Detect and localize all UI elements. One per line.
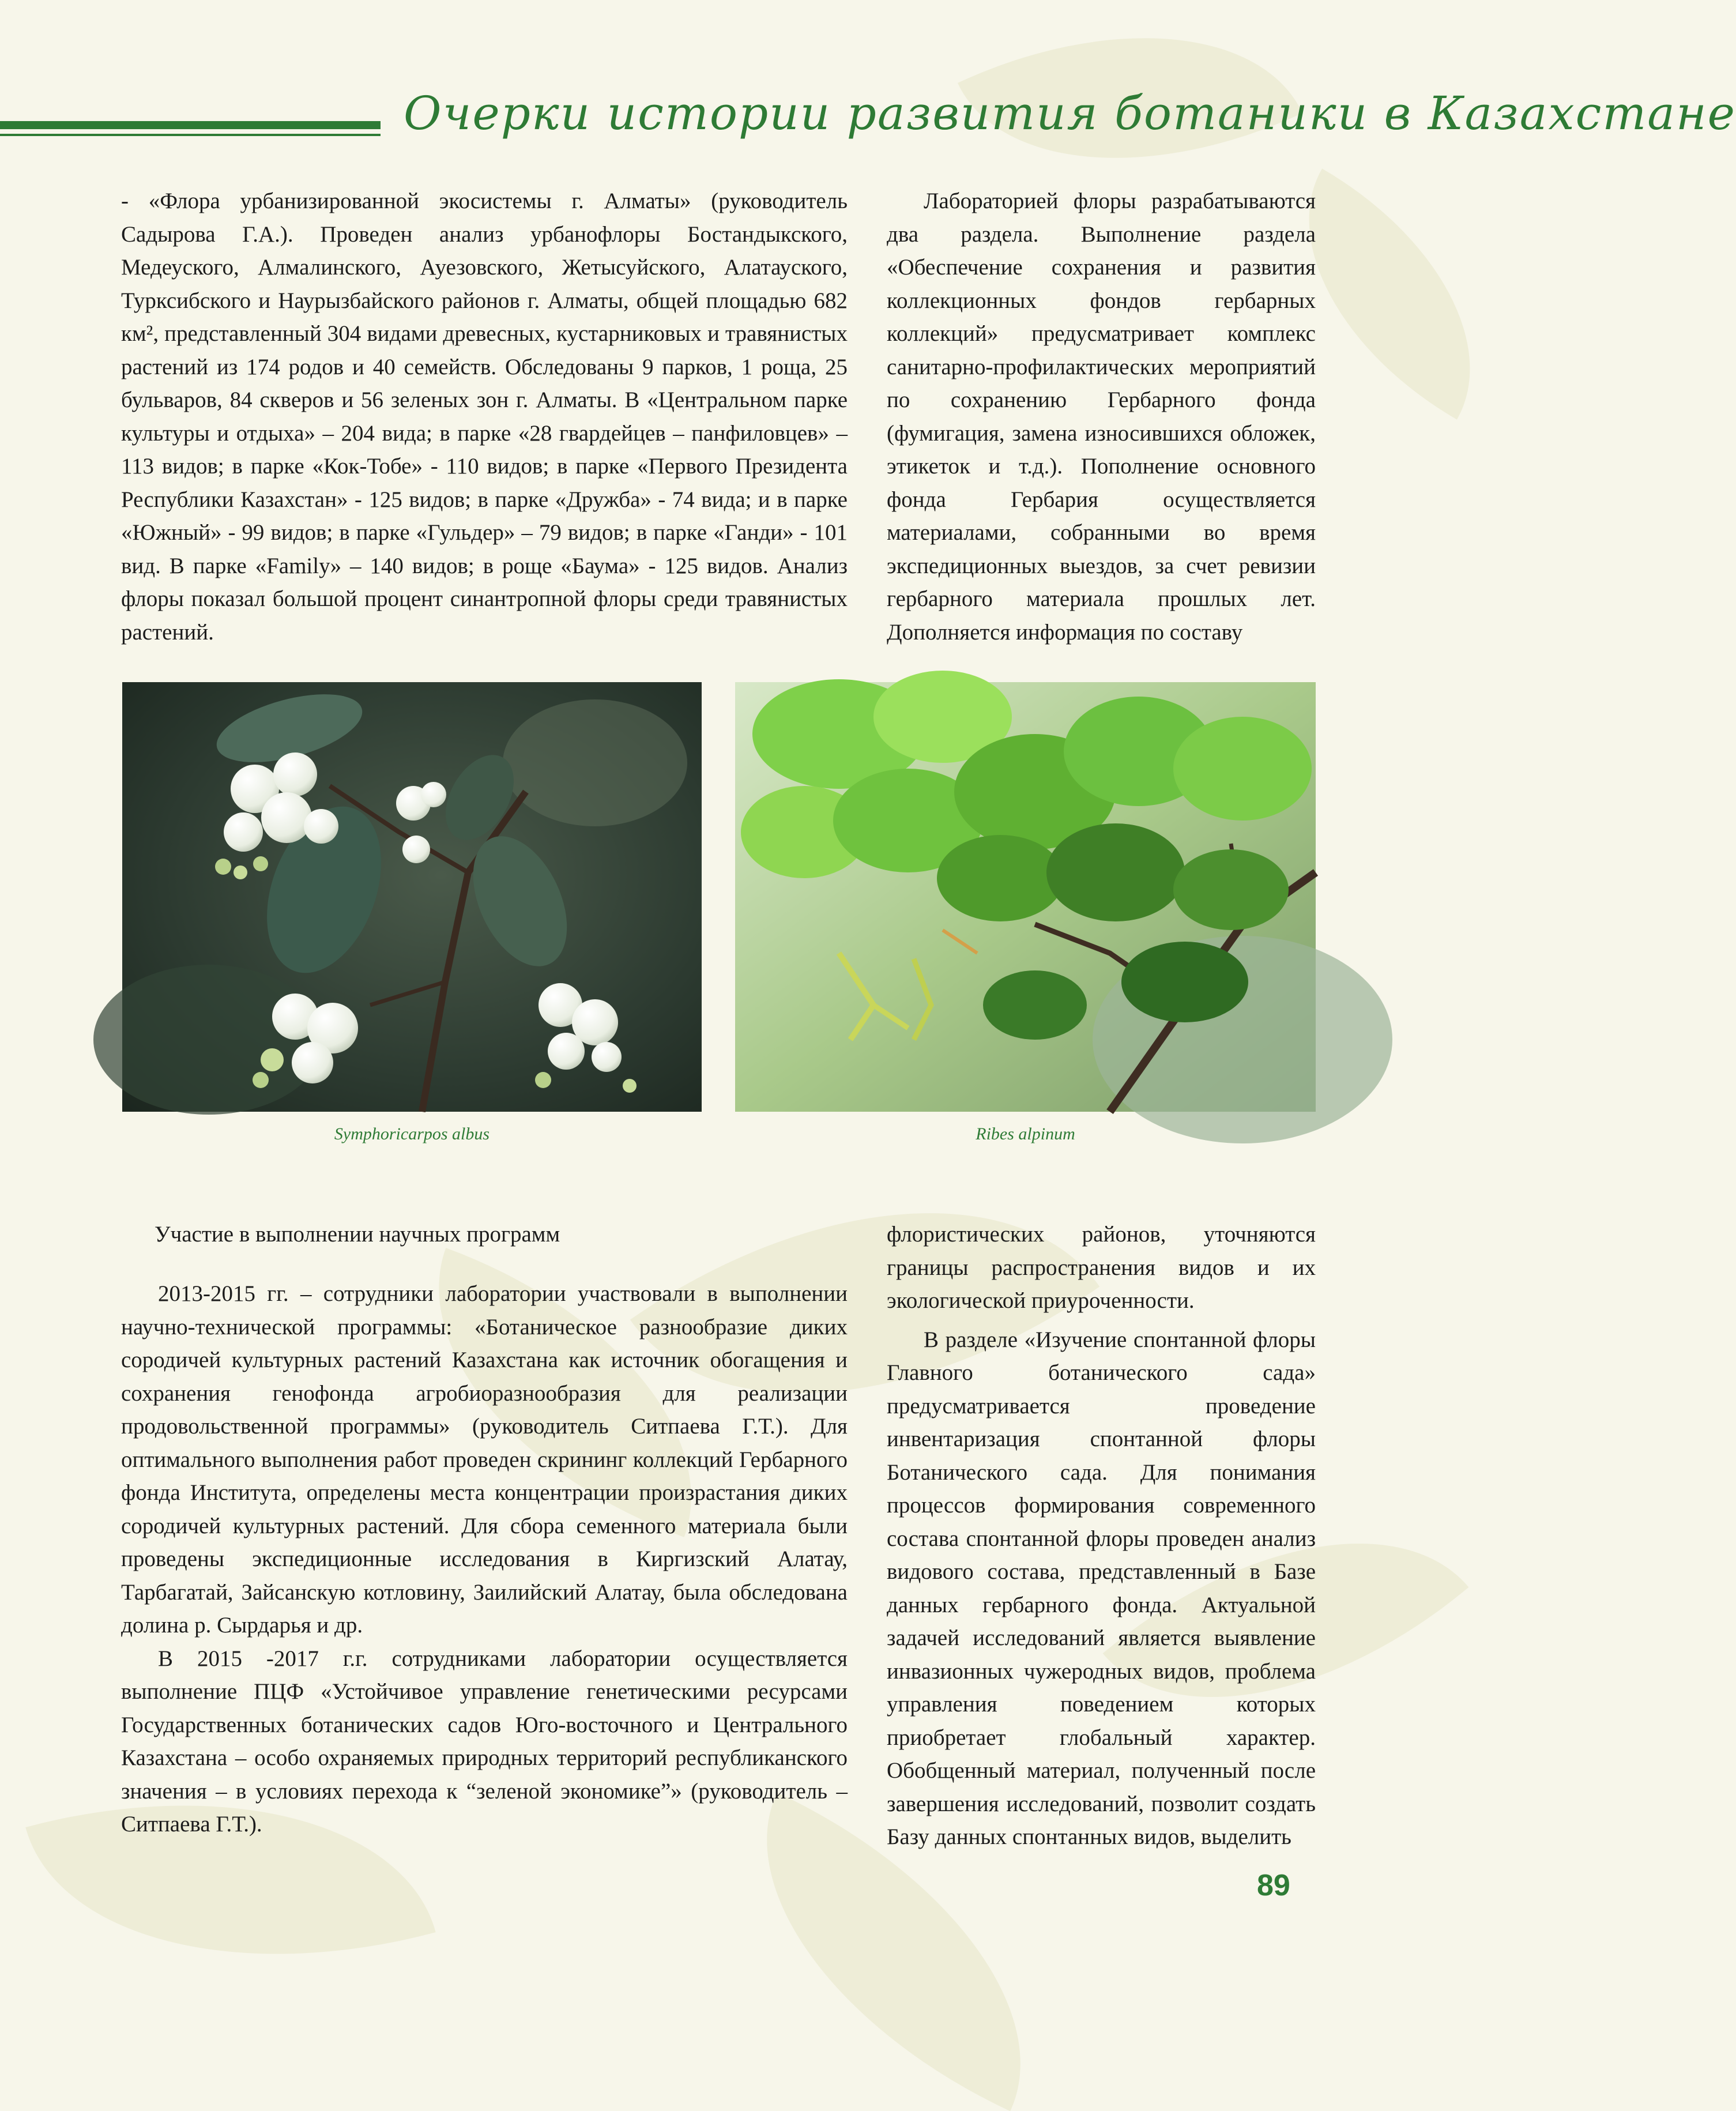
top-left-column [121,185,848,649]
top-right-column [887,185,1316,649]
page-number: 89 [1257,1869,1290,1902]
top-left-paragraph: - «Флора урбанизированной экосистемы г. Алматы» (руководитель Садырова Г.А.). Проведен анализ урбанофлоры Бостандыкского, Медеуского, Алмалинского, Ауезовского, Жетысуйского, Алатауского, Турксибского и Наурызбайского районов г. Алматы, общей площадью 682 км², представленный 304 видами древесных, кустарниковых и травянистых растений из 174 родов и 40 семейств. Обследованы 9 парков, 1 роща, 25 бульваров, 84 скверов и 56 зеленых зон г. Алматы. В «Центральном парке культуры и отдыха» – 204 вида; в парке «28 гвардейцев – панфиловцев» – 113 видов; в парке «Кок-Тобе» - 110 видов; в парке «Первого Президента Республики Казахстан» - 125 видов; в парке «Дружба» - 74 вида; и в парке «Южный» - 99 видов; в парке «Гульдер» – 79 видов; в парке «Ганди» - 101 вид. В парке «Family» – 140 видов; в роще «Баума» - 125 видов. Анализ флоры показал большой процент синантропной флоры среди травянистых растений. [121,189,848,645]
caption-symphoricarpos-albus: Symphoricarpos albus [334,1124,490,1143]
bottom-left-column [121,1277,848,1841]
photo-ribes-alpinum [735,682,1316,1112]
bottom-left-paragraph-2: В 2015 -2017 г.г. сотрудниками лаборатории осуществляется выполнение ПЦФ «Устойчивое управление генетическими ресурсами Государственных ботанических садов Юго-восточного и Центрального Казахстана – особо охраняемых природных территорий республиканского значения – в условиях перехода к “зеленой экономике”» (руководитель – Ситпаева Г.Т.). [121,1646,848,1837]
bottom-right-paragraph-2: В разделе «Изучение спонтанной флоры Главного ботанического сада» предусматривается проведение инвентаризация спонтанной флоры Ботанического сада. Для понимания процессов формирования современного состава спонтанной флоры проведен анализ видового состава, представленный в Базе данных гербарного фонда. Актуальной задачей исследований является выявление инвазионных чужеродных видов, проблема управления поведением которых приобретает глобальный характер. Обобщенный материал, полученный после завершения исследований, позволит создать Базу данных спонтанных видов, выделить [887,1327,1316,1849]
section-heading: Участие в выполнении научных программ [155,1222,560,1247]
bottom-right-paragraph-1: флористических районов, уточняются границы распространения видов и их экологической приуроченности. [887,1222,1316,1313]
header-rule-thin [0,134,381,136]
bottom-right-column [887,1218,1316,1854]
bottom-left-paragraph-1: 2013-2015 гг. – сотрудники лаборатории участвовали в выполнении научно-технической программы: «Ботаническое разнообразие диких сородичей культурных растений Казахстана как источник обогащения и сохранения генофонда агробиоразнообразия для реализации продовольственной программы» (руководитель Ситпаева Г.Т.). Для оптимального выполнения работ проведен скрининг коллекций Гербарного фонда Института, определены места концентрации произрастания диких сородичей культурных растений. Для сбора семенного материала были проведены экспедиционные исследования в Киргизский Алатау, Тарбагатай, Зайсанскую котловину, Заилийский Алатау, была обследована долина р. Сырдарья и др. [121,1281,848,1638]
caption-ribes-alpinum: Ribes alpinum [976,1124,1075,1143]
photo-symphoricarpos-albus [122,682,702,1112]
top-right-paragraph: Лабораторией флоры разрабатываются два раздела. Выполнение раздела «Обеспечение сохранения и развития коллекционных фондов гербарных коллекций» предусматривает комплекс санитарно-профилактических мероприятий по сохранению Гербарного фонда (фумигация, замена износившихся обложек, этикеток и т.д.). Пополнение основного фонда Гербария осуществляется материалами, собранными во время экспедиционных выездов, за счет ревизии гербарного материала прошлых лет. Дополняется информация по составу [887,189,1316,645]
running-header-title: Очерки истории развития ботаники в Казахстане [404,86,1736,140]
header-rule [0,121,381,129]
